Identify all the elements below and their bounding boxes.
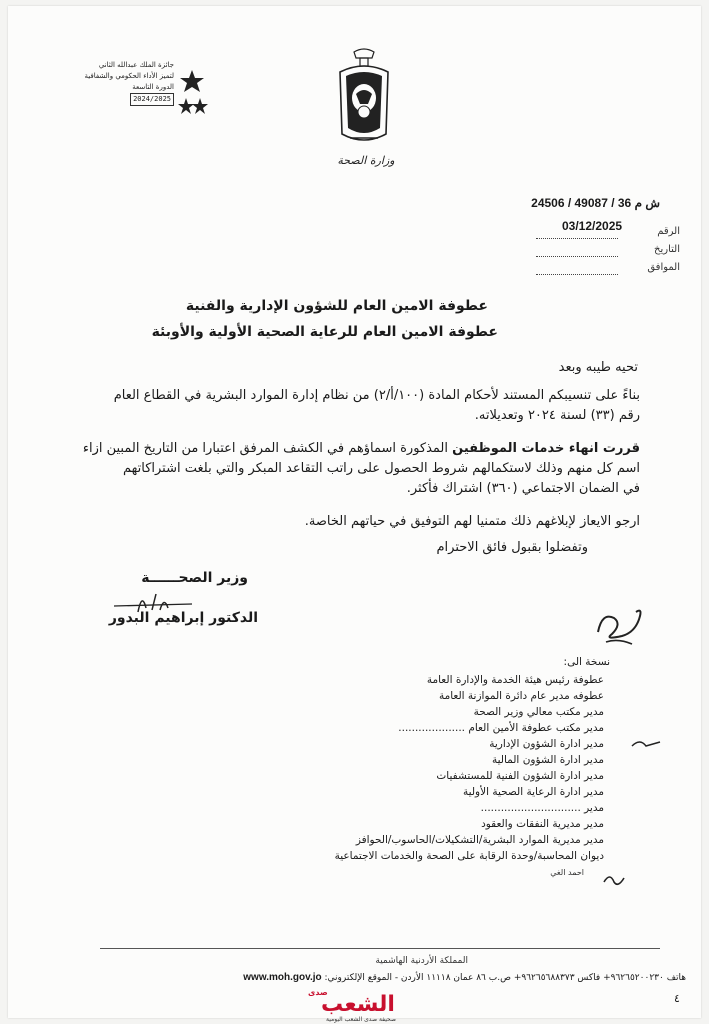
document-page <box>8 6 701 1023</box>
award-stamp <box>78 60 208 130</box>
ministry-name: وزارة الصحة <box>337 154 395 167</box>
ref-agree-label: الموافق <box>647 262 680 273</box>
closing: وتفضلوا بقبول فائق الاحترام <box>436 540 588 555</box>
recipient-line-1: عطوفة الامين العام للشؤون الإدارية والفنية <box>185 298 488 314</box>
ref-agree-line <box>536 274 618 275</box>
watermark-logo <box>306 988 416 1024</box>
stamp-year: 2024/2025 <box>130 93 174 106</box>
handwritten-mark-icon <box>600 870 628 890</box>
list-item: مدير مكتب عطوفة الأمين العام .................... <box>398 722 604 734</box>
list-item: عطوفة رئيس هيئة الخدمة والإدارة العامة <box>426 674 604 686</box>
paragraph-2-line-2: اسم كل منهم وذلك لاستكمالهم شروط الحصول على راتب التقاعد المبكر والتي بلغت اشتراكاتهم <box>122 461 640 476</box>
paragraph-3: ارجو الايعاز لإبلاغهم ذلك متمنيا لهم التوفيق في حياتهم الخاصة. <box>304 514 640 529</box>
paragraph-1 <box>68 386 640 426</box>
paragraph-1-line-1: بناءً على تنسيبكم المستند لأحكام المادة (١٠٠/أ/٢) من نظام إدارة الموارد البشرية في القطاع العام <box>113 388 640 403</box>
footer-website[interactable]: www.moh.gov.jo <box>243 972 322 983</box>
list-item: مدير .............................. <box>480 802 604 814</box>
footer-divider <box>100 948 660 949</box>
ref-date: 03/12/2025 <box>562 219 623 233</box>
list-item: عطوفه مدير عام دائرة الموازنة العامة <box>438 690 604 702</box>
ref-number: 24506 / 49087 / 36 <box>531 196 632 210</box>
footer-contact <box>126 972 686 983</box>
paragraph-2-line-1 <box>68 439 640 459</box>
ref-date-line <box>536 256 618 257</box>
list-item: مدير مديرية الموارد البشرية/التشكيلات/الحاسوب/الحوافز <box>355 834 604 846</box>
list-item: ديوان المحاسبة/وحدة الرقابة على الصحة والخدمات الاجتماعية <box>334 850 604 862</box>
stamp-line: جائزة الملك عبدالله الثاني <box>98 61 174 69</box>
recipient-line-2: عطوفة الامين العام للرعاية الصحية الأولية والأوبئة <box>151 324 498 340</box>
footer-kingdom: المملكة الأردنية الهاشمية <box>375 956 468 966</box>
stamp-line: لتميز الأداء الحكومي والشفافية <box>84 72 174 80</box>
decision-bold: قررت انهاء خدمات الموظفين <box>452 441 640 456</box>
signature-name: الدكتور إبراهيم البدور <box>108 610 258 626</box>
paragraph-2-line-3: في الضمان الاجتماعي (٣٦٠) اشتراك فأكثر. <box>406 481 640 496</box>
list-item: مدير ادارة الشؤون الفنية للمستشفيات <box>436 770 604 782</box>
author-initials: احمد الغي <box>550 868 584 877</box>
paragraph-2 <box>68 439 640 499</box>
page-mark: ٤ <box>674 992 680 1005</box>
list-item: مدير ادارة الشؤون الإدارية <box>489 738 604 750</box>
paragraph-1-line-2: رقم (٣٣) لسنة ٢٠٢٤ وتعديلاته. <box>474 408 640 423</box>
watermark-brand: الشعب <box>321 992 395 1017</box>
list-item: مدير ادارة الشؤون المالية <box>491 754 604 766</box>
handwritten-initials-icon <box>592 602 648 650</box>
signature-title: وزير الصحــــــة <box>141 570 248 586</box>
copies-list <box>304 672 604 864</box>
handwritten-mark-icon <box>630 734 664 752</box>
star-icon <box>176 68 208 128</box>
ref-date-label: التاريخ <box>654 244 680 255</box>
ref-number-line <box>536 238 618 239</box>
ref-number-label: الرقم <box>657 226 680 237</box>
list-item: مدير مديرية النفقات والعقود <box>481 818 604 830</box>
list-item: مدير ادارة الرعاية الصحية الأولية <box>463 786 604 798</box>
watermark-sub: صحيفة صدى الشعب اليومية <box>326 1016 396 1023</box>
greeting: تحيه طيبه وبعد <box>558 360 638 375</box>
watermark-tag: صدى <box>308 988 328 997</box>
copies-heading: نسخة الى: <box>563 656 610 668</box>
ref-prefix: ش م <box>634 196 660 210</box>
paragraph-2-line-1-rest: المذكورة اسماؤهم في الكشف المرفق اعتبارا من التاريخ المبين ازاء <box>82 441 453 456</box>
stamp-line: الدورة التاسعة <box>132 83 174 91</box>
list-item: مدير مكتب معالي وزير الصحة <box>473 706 604 718</box>
footer-contact-text: هاتف ٩٦٢٦٥٢٠٠٢٣٠+ فاكس ٩٦٢٦٥٦٨٨٣٧٣+ ص.ب ٨٦ عمان ١١١١٨ الأردن - الموقع الإلكتروني: <box>324 973 686 983</box>
